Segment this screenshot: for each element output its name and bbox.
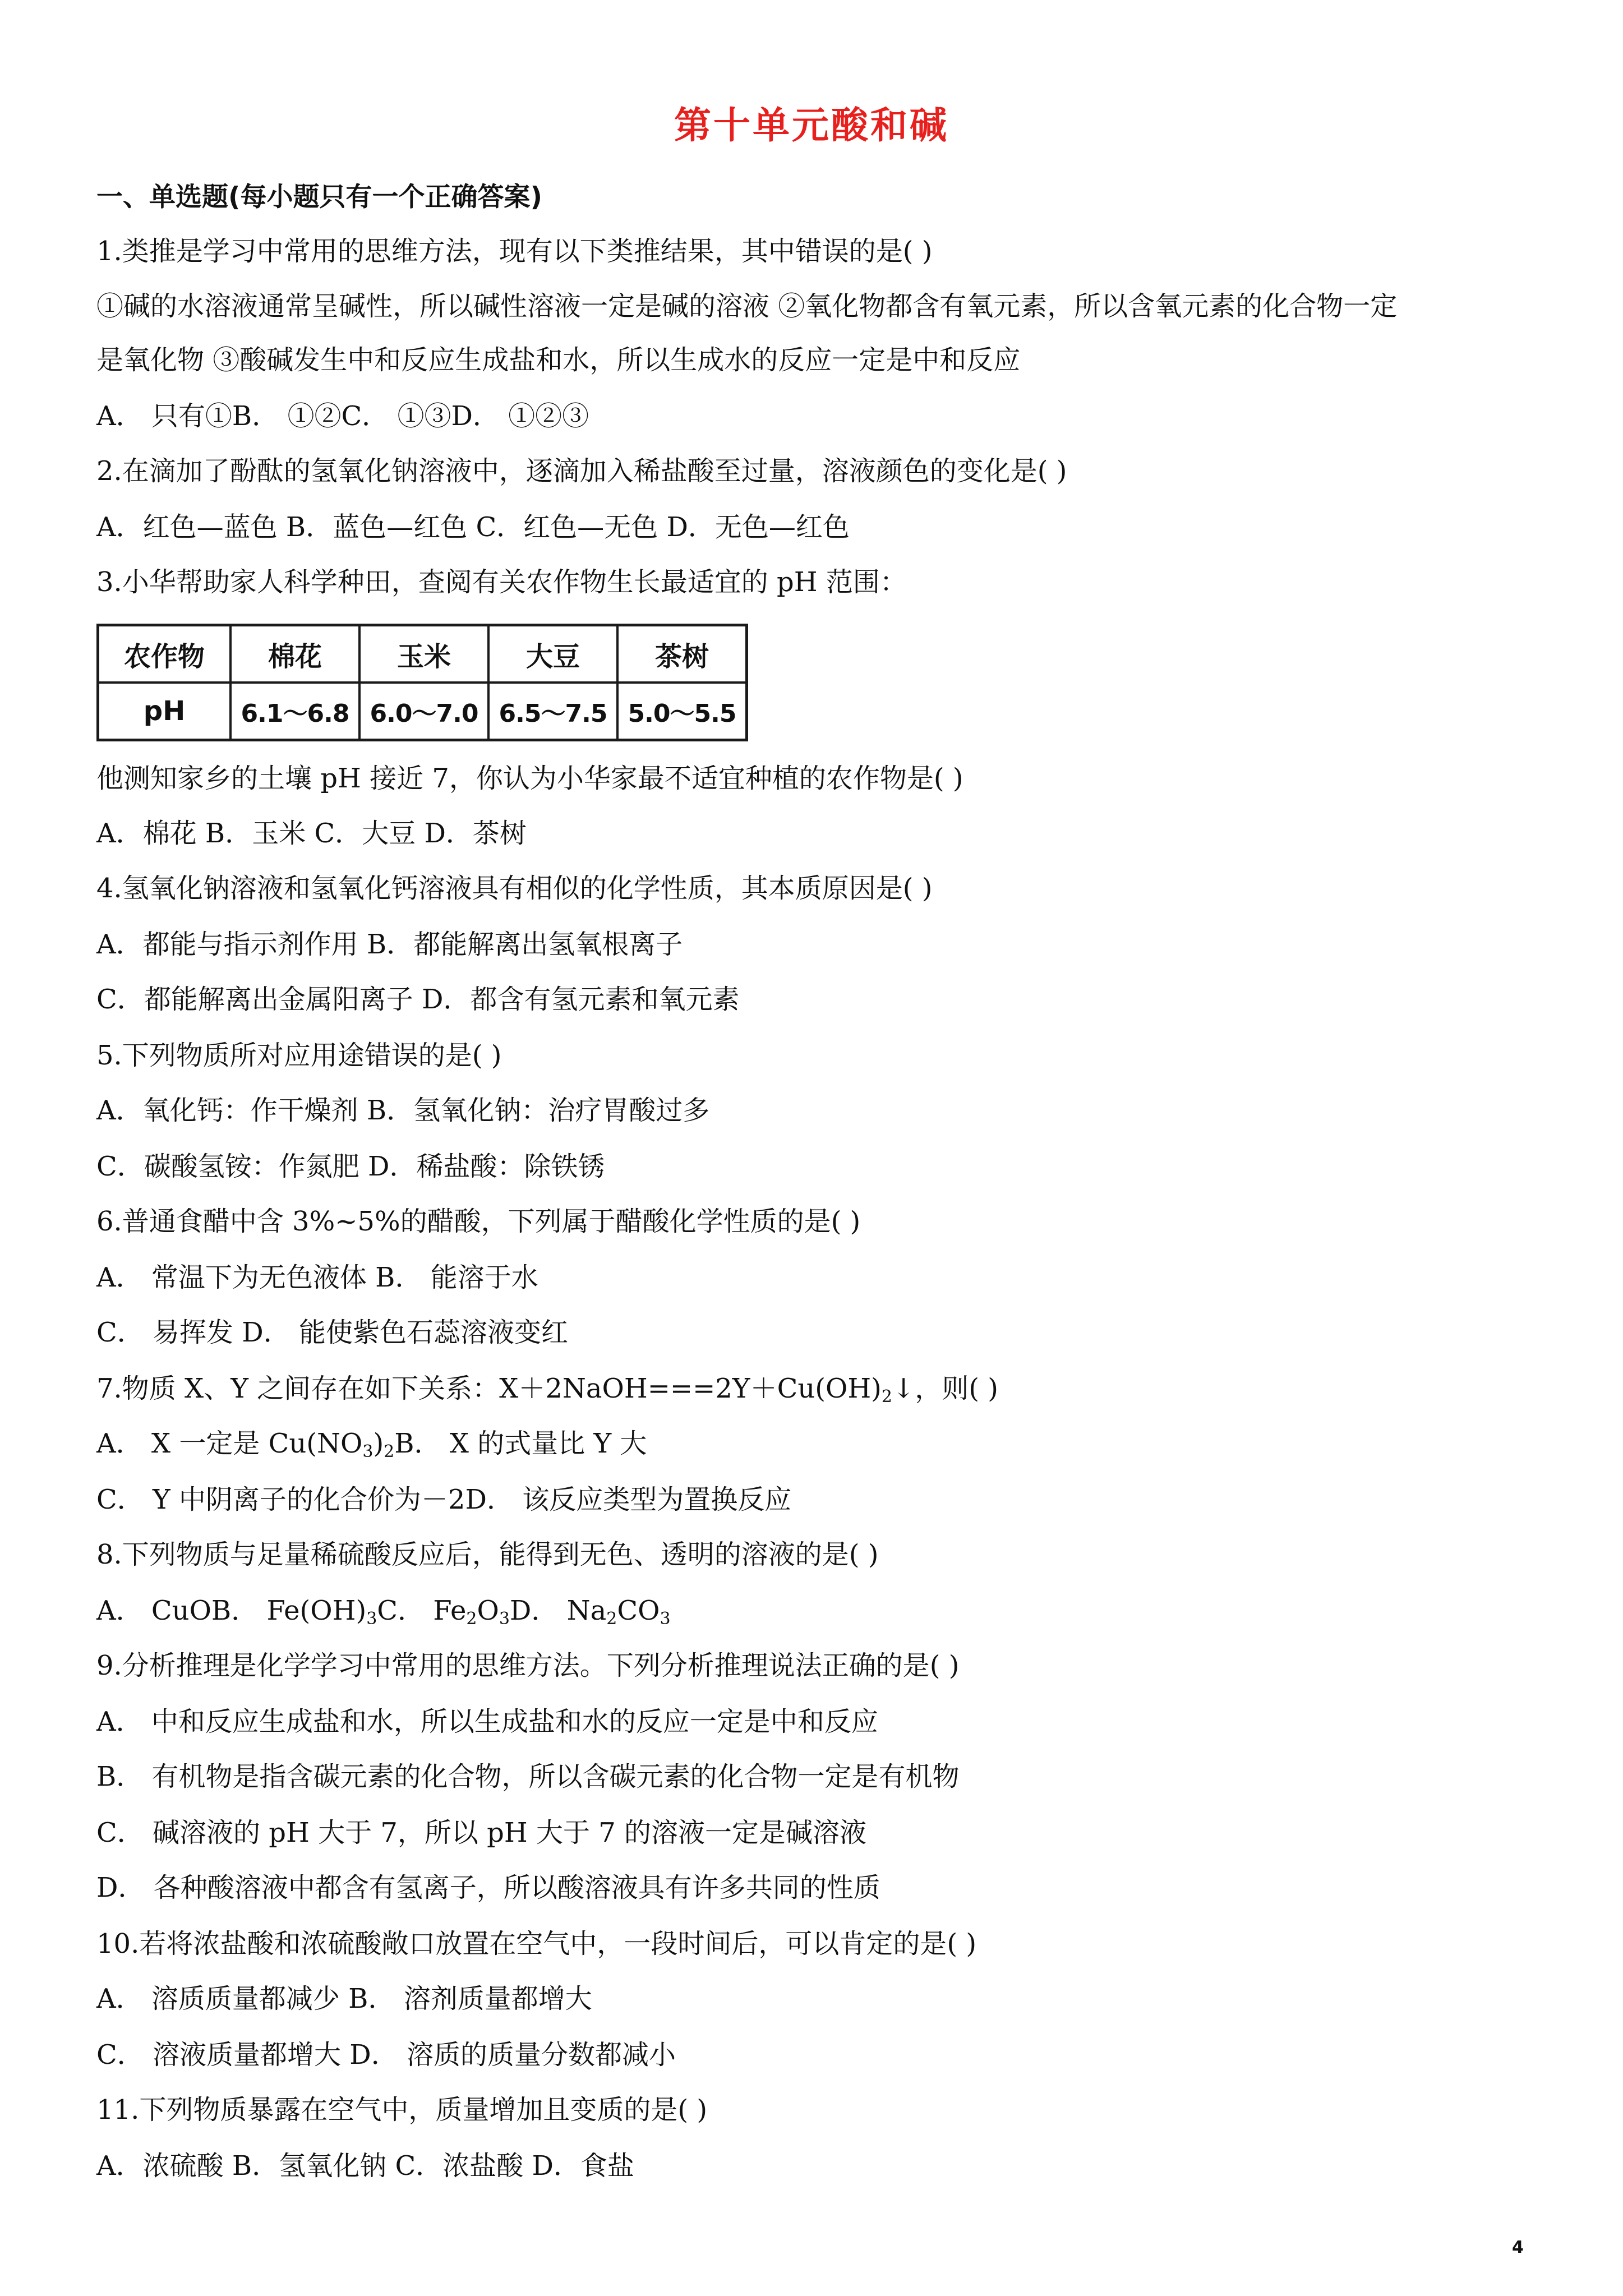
q7-options-cd: C． Y 中阴离子的化合价为－2D． 该反应类型为置换反应 [96, 1484, 792, 1515]
q1-stem: 1.类推是学习中常用的思维方法，现有以下类推结果，其中错误的是( ) [96, 236, 933, 267]
table-header-cell: 农作物 [98, 625, 231, 683]
q5-options-ab: A．氧化钙：作干燥剂 B．氢氧化钠：治疗胃酸过多 [96, 1095, 710, 1126]
q10-options-cd: C． 溶液质量都增大 D． 溶质的质量分数都减小 [96, 2039, 676, 2071]
q7-stem-text: 7.物质 X、Y 之间存在如下关系：X＋2NaOH===2Y＋Cu(OH) [96, 1373, 882, 1404]
q8-stem: 8.下列物质与足量稀硫酸反应后，能得到无色、透明的溶液的是( ) [96, 1539, 879, 1570]
subscript: 2 [881, 1387, 892, 1407]
table-row [98, 625, 747, 683]
q6-stem: 6.普通食醋中含 3%~5%的醋酸，下列属于醋酸化学性质的是( ) [96, 1206, 861, 1237]
subscript: 2 [606, 1609, 617, 1629]
table-cell: pH [98, 683, 231, 740]
q8-option-text: O [477, 1595, 499, 1626]
subscript: 2 [384, 1442, 395, 1461]
subscript: 3 [660, 1609, 671, 1629]
q2-stem: 2.在滴加了酚酞的氢氧化钠溶液中，逐滴加入稀盐酸至过量，溶液颜色的变化是( ) [96, 455, 1067, 487]
q7-option-text: A． X 一定是 Cu(NO [96, 1428, 363, 1459]
q7-stem [96, 1372, 998, 1405]
q9-stem: 9.分析推理是化学学习中常用的思维方法。下列分析推理说法正确的是( ) [96, 1650, 960, 1681]
q4-options-ab: A．都能与指示剂作用 B．都能解离出氢氧根离子 [96, 929, 683, 960]
q1-statement-line-1: ①碱的水溶液通常呈碱性，所以碱性溶液一定是碱的溶液 ②氧化物都含有氧元素，所以含氧元素的化合物一定 [96, 291, 1398, 322]
ph-range-table [96, 624, 748, 741]
q8-options [96, 1594, 671, 1628]
q3-options: A．棉花 B．玉米 C．大豆 D．茶树 [96, 818, 527, 849]
table-cell: 5.0～5.5 [617, 683, 747, 740]
q6-options-ab: A． 常温下为无色液体 B． 能溶于水 [96, 1262, 538, 1293]
table-header-cell: 棉花 [230, 625, 359, 683]
table-cell: 6.1～6.8 [230, 683, 359, 740]
subscript: 3 [362, 1442, 374, 1461]
q8-option-text: A． CuOB． Fe(OH) [96, 1595, 367, 1626]
table-row [98, 683, 747, 740]
q8-option-text: D． Na [509, 1595, 607, 1626]
q4-stem: 4.氢氧化钠溶液和氢氧化钙溶液具有相似的化学性质，其本质原因是( ) [96, 873, 933, 904]
table-header-cell: 大豆 [488, 625, 617, 683]
q9-option-c: C． 碱溶液的 pH 大于 7，所以 pH 大于 7 的溶液一定是碱溶液 [96, 1817, 867, 1848]
q6-options-cd: C． 易挥发 D． 能使紫色石蕊溶液变红 [96, 1317, 568, 1348]
table-header-cell: 玉米 [359, 625, 488, 683]
q1-statement-line-2: 是氧化物 ③酸碱发生中和反应生成盐和水，所以生成水的反应一定是中和反应 [96, 344, 1021, 376]
q10-stem: 10.若将浓盐酸和浓硫酸敞口放置在空气中，一段时间后，可以肯定的是( ) [96, 1928, 977, 1960]
q9-option-a: A． 中和反应生成盐和水，所以生成盐和水的反应一定是中和反应 [96, 1706, 878, 1737]
q7-option-text: B． X 的式量比 Y 大 [394, 1428, 647, 1459]
q11-stem: 11.下列物质暴露在空气中，质量增加且变质的是( ) [96, 2094, 708, 2126]
subscript: 2 [466, 1609, 477, 1629]
table-header-cell: 茶树 [617, 625, 747, 683]
table-cell: 6.0～7.0 [359, 683, 488, 740]
subscript: 3 [366, 1609, 377, 1629]
q8-option-text: CO [617, 1595, 660, 1626]
q10-options-ab: A． 溶质质量都减少 B． 溶剂质量都增大 [96, 1983, 592, 2014]
q2-options: A．红色—蓝色 B．蓝色—红色 C．红色—无色 D．无色—红色 [96, 511, 850, 543]
q9-option-d: D． 各种酸溶液中都含有氢离子，所以酸溶液具有许多共同的性质 [96, 1872, 880, 1903]
q7-option-text: ) [373, 1428, 384, 1459]
q3-stem: 3.小华帮助家人科学种田，查阅有关农作物生长最适宜的 pH 范围： [96, 566, 907, 598]
q1-options: A． 只有①B． ①②C． ①③D． ①②③ [96, 400, 589, 432]
page-title: 第十单元酸和碱 [674, 104, 949, 147]
q4-options-cd: C．都能解离出金属阳离子 D．都含有氢元素和氧元素 [96, 984, 740, 1015]
q5-stem: 5.下列物质所对应用途错误的是( ) [96, 1040, 502, 1071]
q3-question: 他测知家乡的土壤 pH 接近 7，你认为小华家最不适宜种植的农作物是( ) [96, 763, 963, 794]
q8-option-text: C． Fe [377, 1595, 467, 1626]
q7-options-ab [96, 1427, 647, 1460]
q9-option-b: B． 有机物是指含碳元素的化合物，所以含碳元素的化合物一定是有机物 [96, 1761, 960, 1792]
section-heading: 一、单选题(每小题只有一个正确答案) [96, 182, 542, 213]
table-cell: 6.5～7.5 [488, 683, 617, 740]
q7-stem-text: ↓，则( ) [892, 1373, 998, 1404]
q11-options: A．浓硫酸 B．氢氧化钠 C．浓盐酸 D．食盐 [96, 2150, 634, 2182]
page-number: 4 [1512, 2238, 1524, 2257]
q5-options-cd: C．碳酸氢铵：作氮肥 D．稀盐酸：除铁锈 [96, 1151, 605, 1182]
subscript: 3 [499, 1609, 510, 1629]
